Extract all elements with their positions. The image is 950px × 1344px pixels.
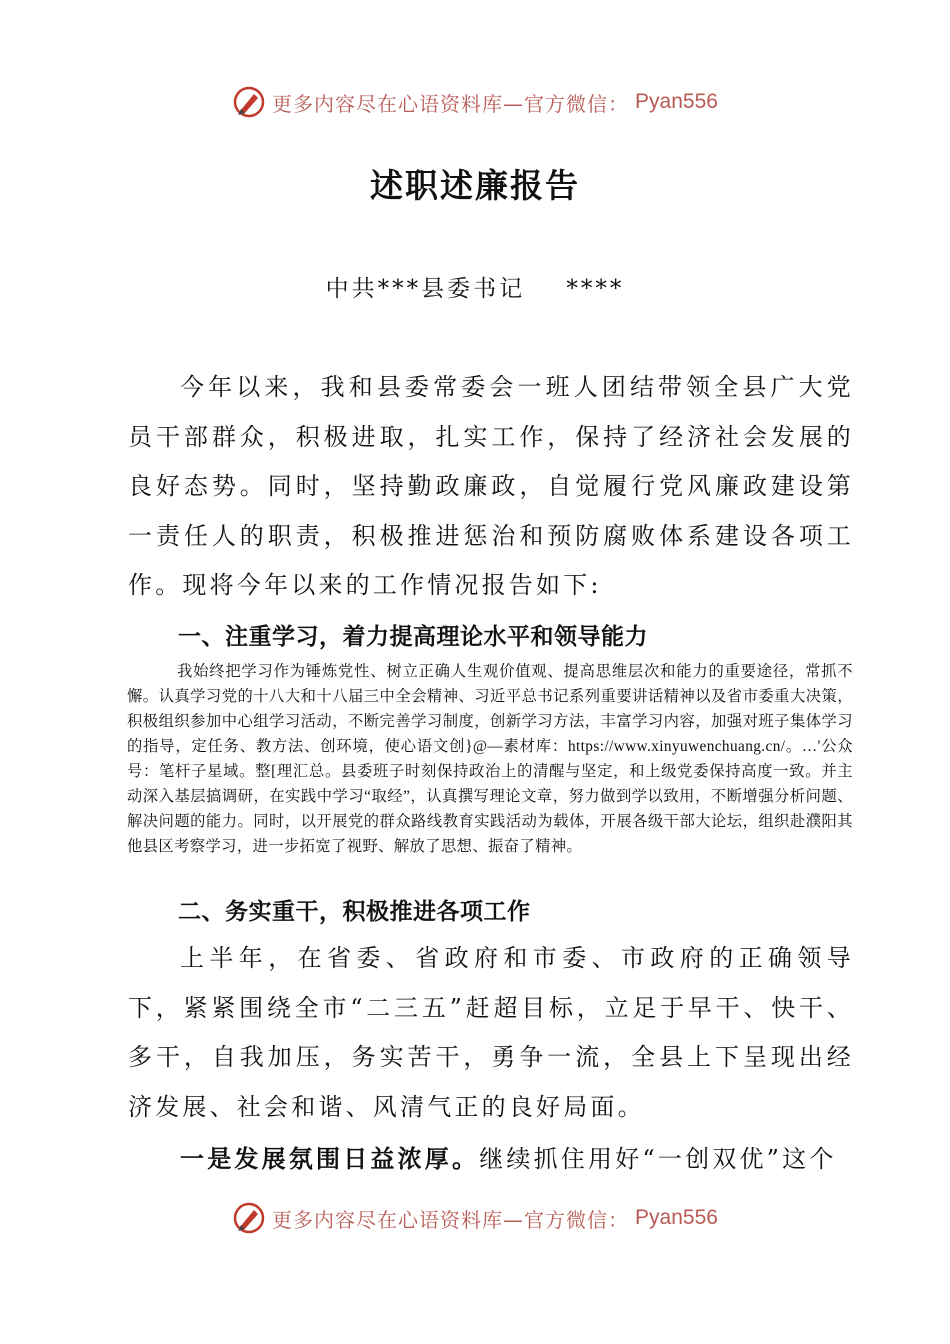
- intro-paragraph: 今年以来，我和县委常委会一班人团结带领全县广大党员干部群众，积极进取，扎实工作，保持了经济社会发展的良好态势。同时，坚持勤政廉政，自觉履行党风廉政建设第一责任人的职责，积极推进惩治和预防腐败体系建设各项工作。现将今年以来的工作情况报告如下:: [128, 373, 854, 599]
- section-1-body: 我始终把学习作为锤炼党性、树立正确人生观价值观、提高思维层次和能力的重要途径，常抓不懈。认真学习党的十八大和十八届三中全会精神、习近平总书记系列重要讲话精神以及省市委重大决策，积极组织参加中心组学习活动，不断完善学习制度，创新学习方法，丰富学习内容，加强对班子集体学习的指导，定任务、教方法、创环境，使心语文创}@—素材库：https://www.xinyuwenchuang.cn/。…'公众号：笔杆子星域。整[理汇总。县委班子时刻保持政治上的清醒与坚定，和上级党委保持高度一致。并主动深入基层搞调研，在实践中学习“取经”，认真撰写理论文章，努力做到学以致用，不断增强分析问题、解决问题的能力。同时，以开展党的群众路线教育实践活动为载体，开展各级干部大论坛，组织赴濮阳其他县区考察学习，进一步拓宽了视野、解放了思想、振奋了精神。: [127, 663, 853, 855]
- banner-wechat-id: Pyan556: [635, 90, 718, 113]
- document-title: 述职述廉报告: [370, 166, 580, 205]
- point-1-text: 继续抓住用好“一创双优”这个: [479, 1145, 837, 1173]
- pen-logo-icon: [232, 1201, 266, 1235]
- section-2-body: 上半年，在省委、省政府和市委、市政府的正确领导下，紧紧围绕全市“二三五”赶超目标，立足于早干、快干、多干，自我加压，务实苦干，勇争一流，全县上下呈现出经济发展、社会和谐、风清气正的良好局面。: [128, 944, 854, 1121]
- banner-text: 更多内容尽在心语资料库—官方微信：: [272, 91, 630, 116]
- pen-logo-icon: [232, 85, 266, 119]
- section-heading-2: 二、务实重干，积极推进各项工作: [178, 899, 531, 925]
- section-heading-1: 一、注重学习，着力提高理论水平和领导能力: [178, 624, 648, 650]
- banner-text: 更多内容尽在心语资料库—官方微信：: [272, 1207, 630, 1232]
- point-1-lead: 一是发展氛围日益浓厚。: [180, 1144, 480, 1173]
- point-1-paragraph: [128, 1134, 854, 1185]
- footer-banner: [0, 1198, 950, 1238]
- banner-wechat-id: Pyan556: [635, 1206, 718, 1229]
- header-banner: [0, 82, 950, 122]
- document-author: 中共***县委书记 ****: [325, 276, 625, 302]
